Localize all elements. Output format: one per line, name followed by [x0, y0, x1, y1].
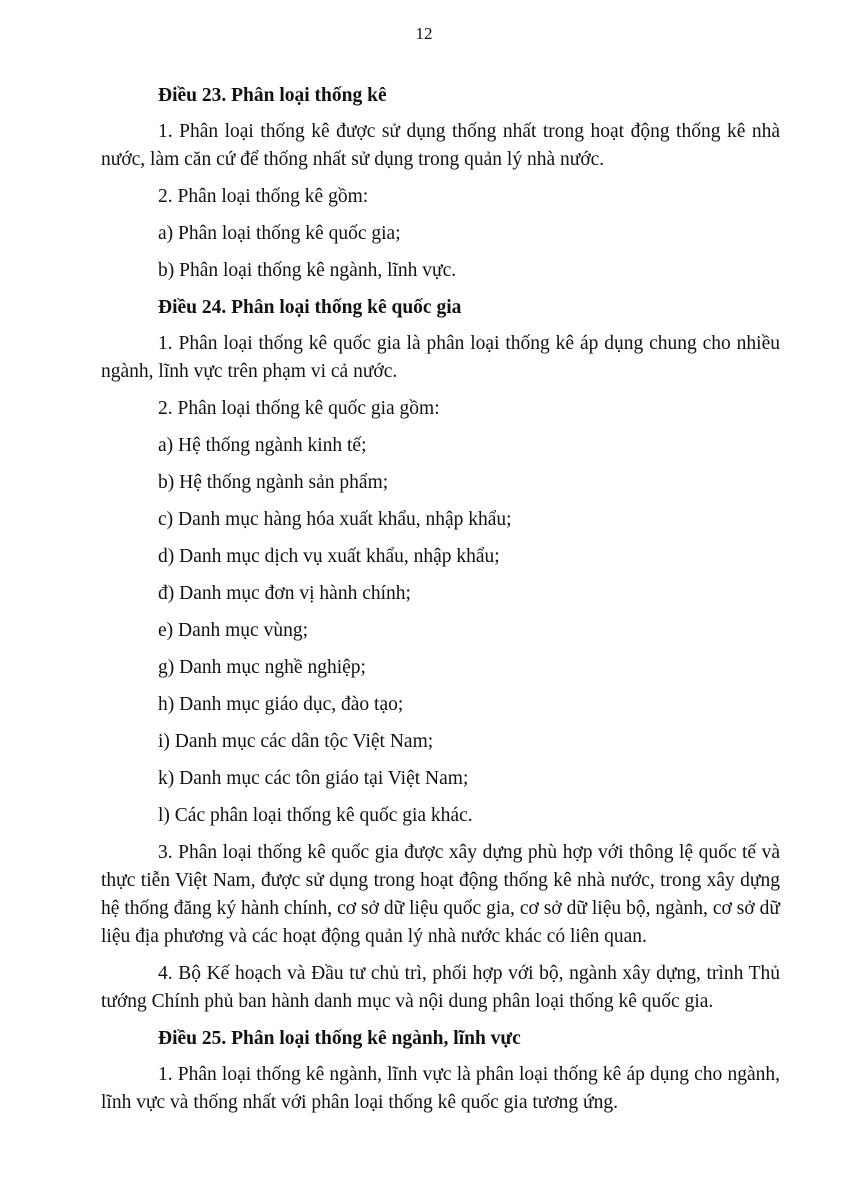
article-25-clause-1: 1. Phân loại thống kê ngành, lĩnh vực là phân loại thống kê áp dụng cho ngành, lĩnh vực và thống nhất với phân loại thống kê quốc gia tương ứng.: [101, 1064, 780, 1113]
article-24-item-a: a) Hệ thống ngành kinh tế;: [158, 435, 367, 456]
article-24-item-b: b) Hệ thống ngành sản phẩm;: [158, 472, 389, 493]
article-24-item-k: k) Danh mục các tôn giáo tại Việt Nam;: [158, 768, 469, 789]
article-24-item-dd: đ) Danh mục đơn vị hành chính;: [158, 583, 411, 604]
article-24-item-g: g) Danh mục nghề nghiệp;: [158, 657, 366, 678]
article-24-item-e: e) Danh mục vùng;: [158, 620, 309, 641]
article-24-clause-1: 1. Phân loại thống kê quốc gia là phân loại thống kê áp dụng chung cho nhiều ngành, lĩnh vực trên phạm vi cả nước.: [101, 333, 780, 382]
article-24-item-c: c) Danh mục hàng hóa xuất khẩu, nhập khẩu;: [158, 509, 512, 530]
article-23-heading: Điều 23. Phân loại thống kê: [158, 85, 387, 106]
article-24-heading: Điều 24. Phân loại thống kê quốc gia: [158, 297, 462, 318]
article-23-item-b: b) Phân loại thống kê ngành, lĩnh vực.: [158, 260, 457, 281]
article-23-clause-2: 2. Phân loại thống kê gồm:: [158, 186, 369, 207]
article-24-clause-3: 3. Phân loại thống kê quốc gia được xây dựng phù hợp với thông lệ quốc tế và thực tiễn Việt Nam, được sử dụng trong hoạt động thống kê nhà nước, trong xây dựng hệ thống đăng ký hành chính, cơ sở dữ liệu quốc gia, cơ sở dữ liệu bộ, ngành, cơ sở dữ liệu địa phương và các hoạt động quản lý nhà nước khác có liên quan.: [101, 842, 780, 947]
article-25-heading: Điều 25. Phân loại thống kê ngành, lĩnh vực: [158, 1028, 521, 1049]
article-24-item-h: h) Danh mục giáo dục, đào tạo;: [158, 694, 404, 715]
article-24-item-i: i) Danh mục các dân tộc Việt Nam;: [158, 731, 434, 752]
page-number: 12: [415, 24, 433, 43]
article-24-clause-2: 2. Phân loại thống kê quốc gia gồm:: [158, 398, 440, 419]
document-body: [101, 82, 780, 1126]
article-24-clause-4: 4. Bộ Kế hoạch và Đầu tư chủ trì, phối hợp với bộ, ngành xây dựng, trình Thủ tướng Chính phủ ban hành danh mục và nội dung phân loại thống kê quốc gia.: [101, 963, 780, 1012]
article-23-clause-1: 1. Phân loại thống kê được sử dụng thống nhất trong hoạt động thống kê nhà nước, làm căn cứ để thống nhất sử dụng trong quản lý nhà nước.: [101, 121, 780, 170]
article-24-item-d: d) Danh mục dịch vụ xuất khẩu, nhập khẩu;: [158, 546, 500, 567]
article-23-item-a: a) Phân loại thống kê quốc gia;: [158, 223, 401, 244]
article-24-item-l: l) Các phân loại thống kê quốc gia khác.: [158, 805, 473, 826]
